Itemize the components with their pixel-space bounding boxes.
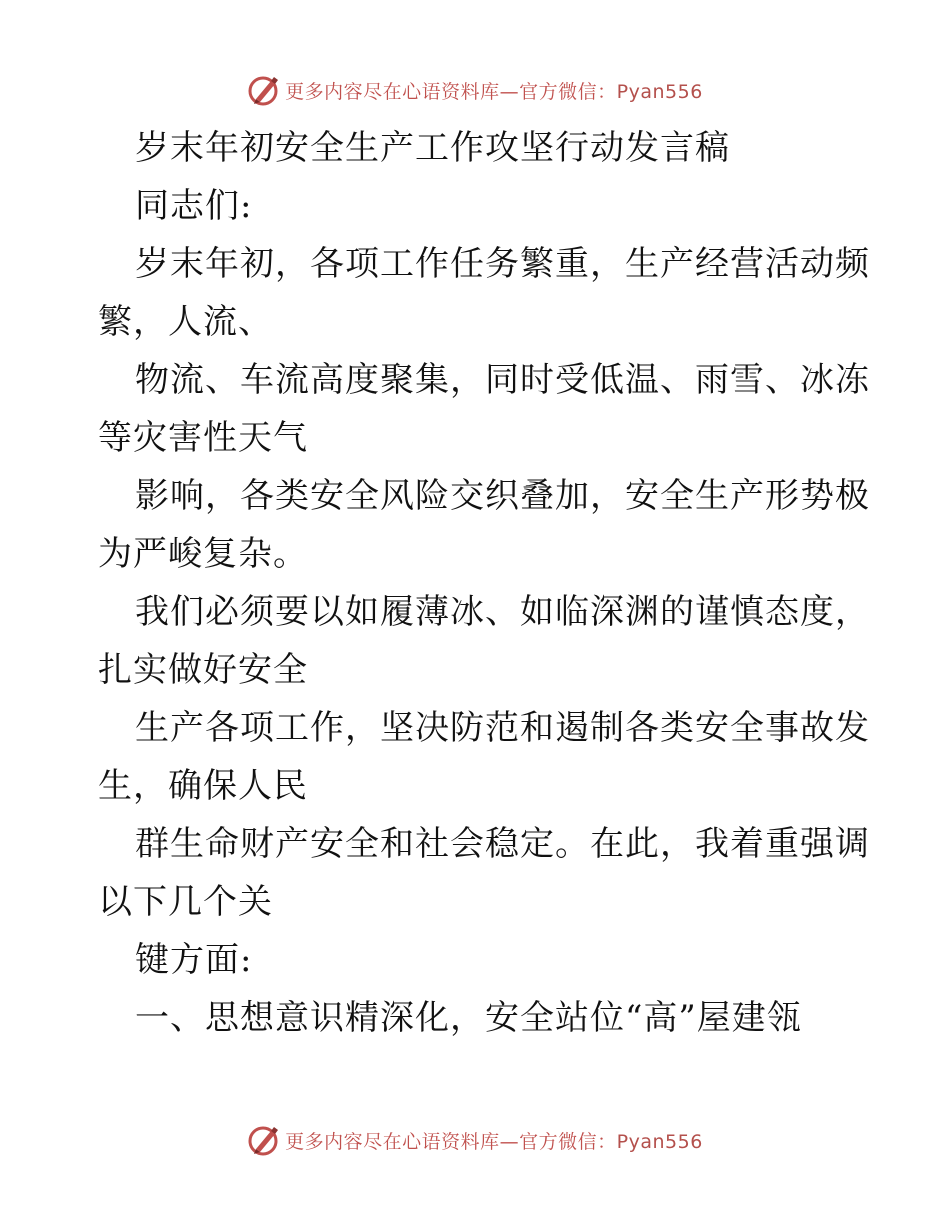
footer-watermark — [0, 1120, 950, 1160]
paragraph-line: 繁，人流、 — [98, 302, 273, 342]
pen-logo-icon — [247, 73, 281, 107]
header-watermark — [0, 70, 950, 110]
footer-watermark-text: 更多内容尽在心语资料库—官方微信： — [285, 1130, 617, 1153]
paragraph-line: 影响，各类安全风险交织叠加，安全生产形势极 — [135, 476, 870, 516]
section-heading: 一、思想意识精深化，安全站位“高”屋建瓴 — [135, 998, 802, 1038]
paragraph-line: 我们必须要以如履薄冰、如临深渊的谨慎态度， — [135, 592, 870, 632]
document-body — [98, 119, 870, 1047]
header-watermark-text: 更多内容尽在心语资料库—官方微信： — [285, 80, 617, 103]
paragraph-line: 岁末年初，各项工作任务繁重，生产经营活动频 — [135, 244, 870, 284]
pen-logo-icon — [247, 1123, 281, 1157]
paragraph-line: 扎实做好安全 — [98, 650, 308, 690]
document-title: 岁末年初安全生产工作攻坚行动发言稿 — [135, 128, 730, 168]
salutation: 同志们: — [135, 186, 253, 226]
header-watermark-id: Pyan556 — [616, 80, 703, 103]
paragraph-line: 物流、车流高度聚集，同时受低温、雨雪、冰冻 — [135, 360, 870, 400]
paragraph-line: 键方面: — [135, 940, 253, 980]
paragraph-line: 群生命财产安全和社会稳定。在此，我着重强调 — [135, 824, 870, 864]
footer-watermark-id: Pyan556 — [616, 1130, 703, 1153]
paragraph-line: 以下几个关 — [98, 882, 273, 922]
paragraph-line: 生产各项工作，坚决防范和遏制各类安全事故发 — [135, 708, 870, 748]
paragraph-line: 等灾害性天气 — [98, 418, 308, 458]
paragraph-line: 生，确保人民 — [98, 766, 308, 806]
paragraph-line: 为严峻复杂。 — [98, 534, 308, 574]
